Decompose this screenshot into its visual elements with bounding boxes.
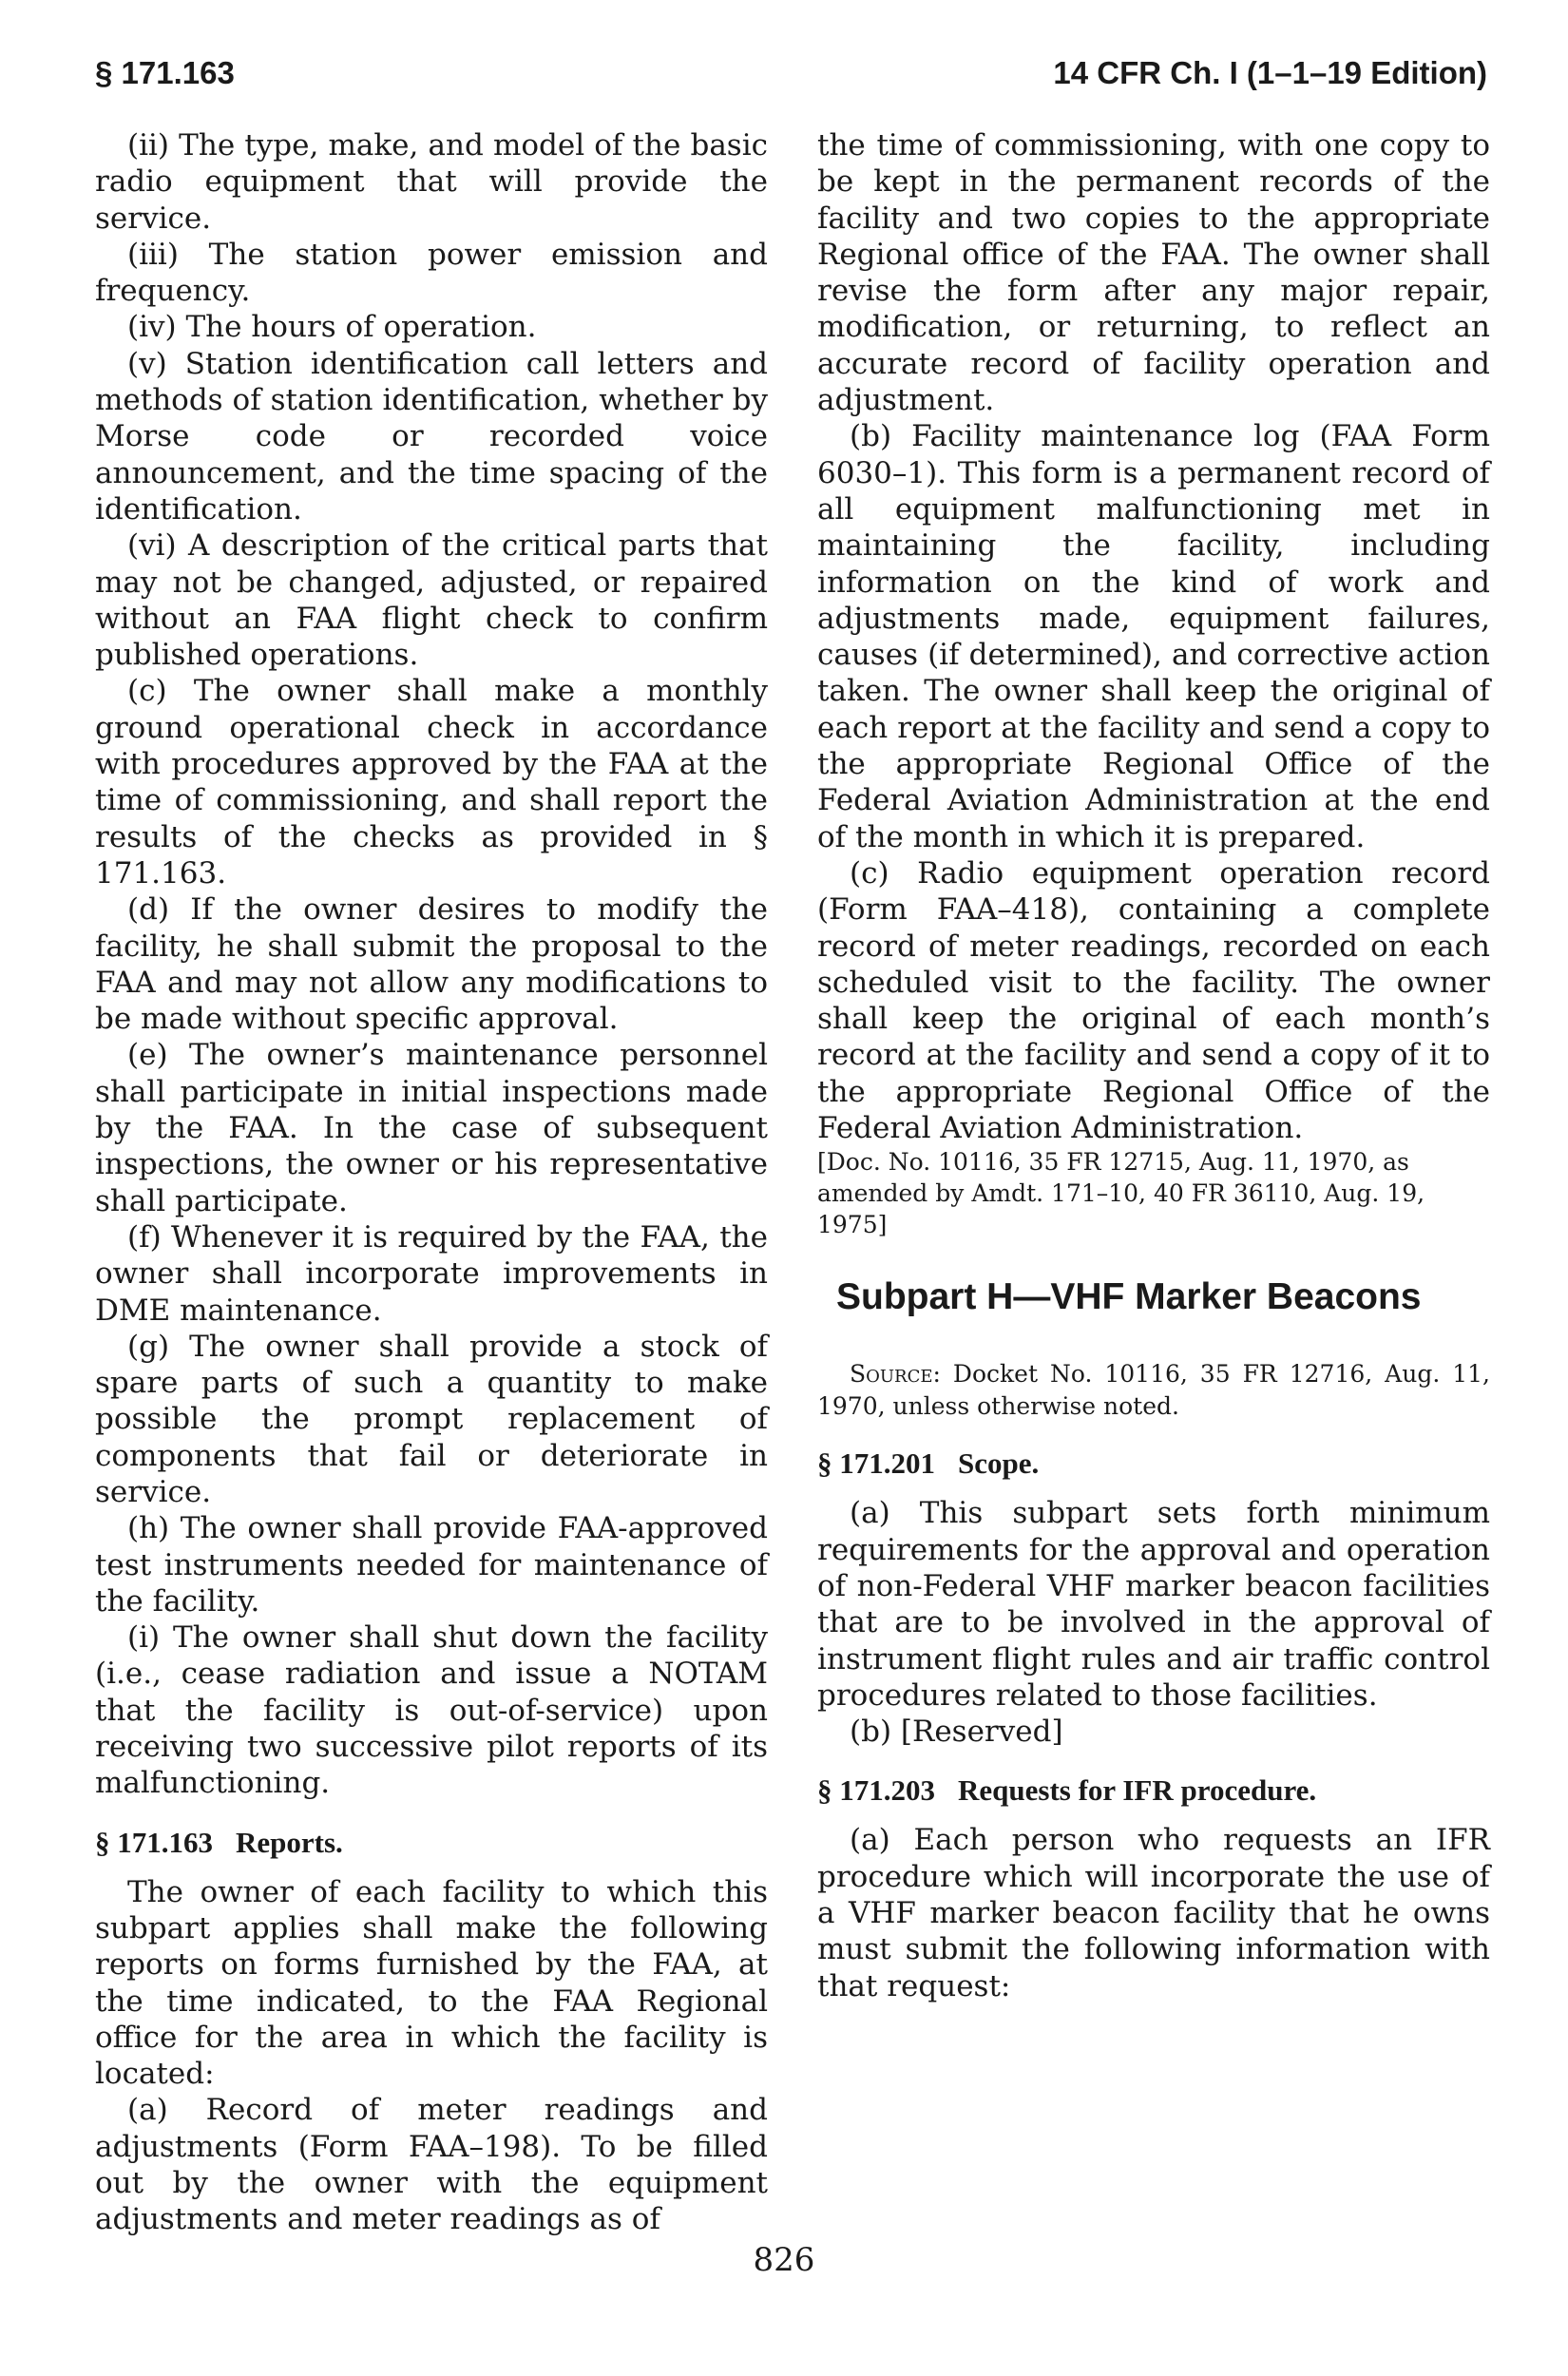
header-publication-title: 14 CFR Ch. I (1–1–19 Edition) bbox=[1053, 55, 1487, 90]
paragraph: (ii) The type, make, and model of the basic radio equipment that will provide the service. bbox=[95, 128, 768, 236]
source-note bbox=[817, 1358, 1490, 1423]
paragraph: (iii) The station power emission and frequency. bbox=[95, 237, 768, 309]
paragraph: (c) The owner shall make a monthly ground operational check in accordance with procedures approved by the FAA at the time of commissioning, and shall report the results of the checks as provided in § 171.163. bbox=[95, 674, 768, 891]
right-column bbox=[817, 127, 1490, 2004]
paragraph: (vi) A description of the critical parts that may not be changed, adjusted, or repaired without an FAA flight check to confirm published operations. bbox=[95, 528, 768, 673]
paragraph: (iv) The hours of operation. bbox=[127, 310, 537, 345]
paragraph: (a) Each person who requests an IFR procedure which will incorporate the use of a VHF marker beacon facility that he owns must submit the following information with that request: bbox=[817, 1823, 1490, 2003]
paragraph: (d) If the owner desires to modify the facility, he shall submit the proposal to the FAA and may not allow any modifications to be made without specific approval. bbox=[95, 892, 768, 1037]
page-number: 826 bbox=[753, 2241, 815, 2279]
paragraph: (a) Record of meter readings and adjustments (Form FAA–198). To be filled out by the owner with the equipment adjustments and meter readings as of bbox=[95, 2093, 768, 2237]
paragraph: (a) This subpart sets forth minimum requirements for the approval and operation of non-Federal VHF marker beacon facilities that are to be involved in the approval of instrument flight rules and air traffic control procedures related to those facilities. bbox=[817, 1496, 1490, 1713]
left-column bbox=[95, 127, 768, 2238]
paragraph: (i) The owner shall shut down the facility (i.e., cease radiation and issue a NOTAM that the facility is out-of-service) upon receiving two successive pilot reports of its malfunctioning. bbox=[95, 1620, 768, 1801]
paragraph: (b) Facility maintenance log (FAA Form 6030–1). This form is a permanent record of all equipment malfunctioning met in maintaining the facility, including information on the kind of work and adjustments made, equipment failures, causes (if determined), and corrective action taken. The owner shall keep the original of each report at the facility and send a copy to the appropriate Regional Office of the Federal Aviation Administration at the end of the month in which it is prepared. bbox=[817, 419, 1490, 854]
section-title: Requests for IFR procedure. bbox=[958, 1773, 1317, 1808]
section-title: Reports. bbox=[236, 1825, 343, 1859]
source-text: Docket No. 10116, 35 FR 12716, Aug. 11, 1970, unless otherwise noted. bbox=[817, 1360, 1490, 1421]
source-label: Source: bbox=[850, 1360, 941, 1389]
section-heading-171-201 bbox=[817, 1446, 1490, 1482]
paragraph: (b) [Reserved] bbox=[850, 1715, 1063, 1750]
paragraph: (c) Radio equipment operation record (Form FAA–418), containing a complete record of meter readings, recorded on each scheduled visit to the facility. The owner shall keep the original of each month’s record at the facility and send a copy of it to the appropriate Regional Office of the Federal Aviation Administration. bbox=[817, 855, 1490, 1146]
section-number: § 171.201 bbox=[817, 1447, 935, 1481]
section-title: Scope. bbox=[958, 1447, 1040, 1481]
header-section-number: § 171.163 bbox=[95, 55, 235, 90]
paragraph: (h) The owner shall provide FAA-approved test instruments needed for maintenance of the facility. bbox=[95, 1511, 768, 1619]
paragraph-continuation: the time of commissioning, with one copy to be kept in the permanent records of the facility and two copies to the appropriate Regional office of the FAA. The owner shall revise the form after any major repair, modification, or returning, to reflect an accurate record of facility operation and adjustment. bbox=[817, 128, 1490, 418]
paragraph: (g) The owner shall provide a stock of spare parts of such a quantity to make possible the prompt replacement of components that fail or deteriorate in service. bbox=[95, 1329, 768, 1509]
paragraph: (f) Whenever it is required by the FAA, the owner shall incorporate improvements in DME maintenance. bbox=[95, 1219, 768, 1328]
section-number: § 171.203 bbox=[817, 1773, 935, 1808]
paragraph: (e) The owner’s maintenance personnel shall participate in initial inspections made by the FAA. In the case of subsequent inspections, the owner or his representative shall participate. bbox=[95, 1038, 768, 1218]
paragraph: (v) Station identification call letters and methods of station identification, whether by Morse code or recorded voice announcement, and the time spacing of the identification. bbox=[95, 346, 768, 527]
section-number: § 171.163 bbox=[95, 1825, 213, 1859]
paragraph: The owner of each facility to which this subpart applies shall make the following reports on forms furnished by the FAA, at the time indicated, to the FAA Regional office for the area in which the facility is located: bbox=[95, 1874, 768, 2092]
section-heading-171-203 bbox=[817, 1772, 1490, 1809]
running-header bbox=[95, 55, 1487, 103]
citation-note: [Doc. No. 10116, 35 FR 12715, Aug. 11, 1970, as amended by Amdt. 171–10, 40 FR 36110, Aug. 19, 1975] bbox=[817, 1148, 1425, 1239]
subpart-title: Subpart H—VHF Marker Beacons bbox=[836, 1276, 1422, 1318]
section-heading-171-163 bbox=[95, 1825, 768, 1861]
